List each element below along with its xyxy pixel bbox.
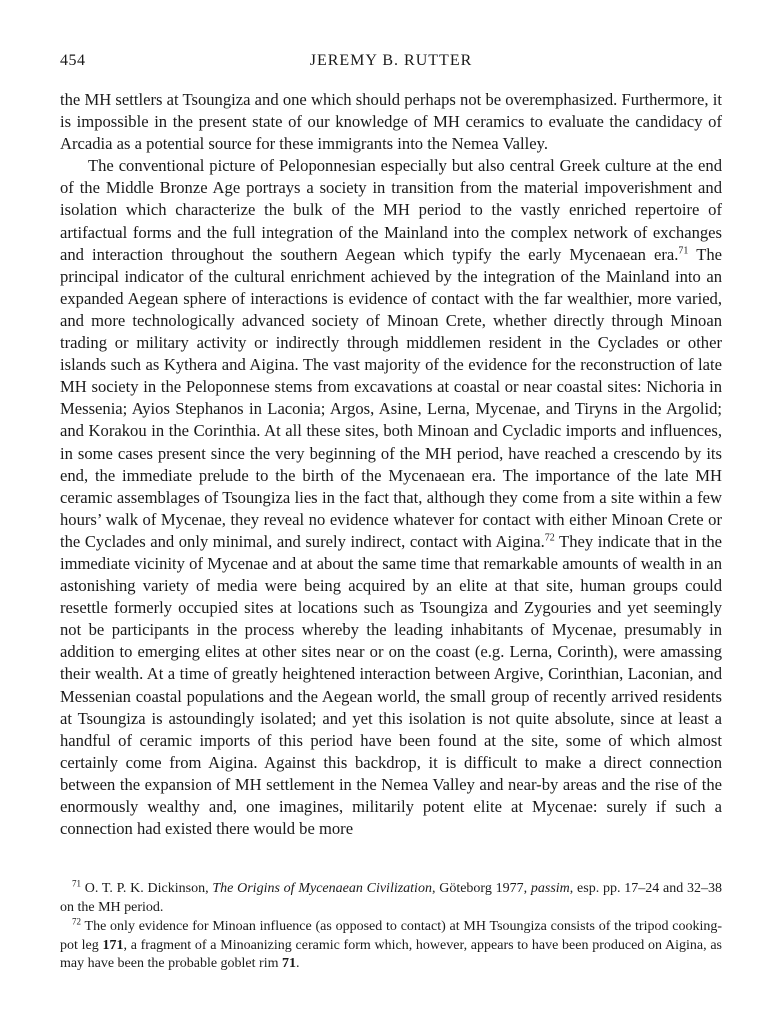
footnote-ref-72[interactable]: 72: [544, 532, 555, 544]
footnote-72-text-a: The only evidence for Minoan influence (as opposed to contact) at MH Tsoungiza consists of the tripod cooking-pot leg: [60, 919, 722, 953]
page-number: 454: [60, 52, 86, 69]
paragraph-1: the MH settlers at Tsoungiza and one which should perhaps not be overemphasized. Furthermore, it is impossible in the present state of our knowledge of MH ceramics to evaluate the candidacy of Arcadia as a potential source for these immigrants into the Nemea Valley.: [60, 90, 722, 154]
footnote-72-mark: 72: [72, 916, 81, 927]
paragraph-2-part-b: The principal indicator of the cultural enrichment achieved by the integration of the Mainland into an expanded Aegean sphere of interactions is evidence of contact with the far wealthier, more varied, and more technologically advanced society of Minoan Crete, whether directly through Minoan trading or military activity or indirectly through middlemen resident in the Cyclades or other islands such as Kythera and Aigina. The vast majority of the evidence for the reconstruction of late MH society in the Peloponnese stems from excavations at coastal or near coastal sites: Nichoria in Messenia; Ayios Stephanos in Laconia; Argos, Asine, Lerna, Mycenae, and Tiryns in the Argolid; and Korakou in the Corinthia. At all these sites, both Minoan and Cycladic imports and influences, in some cases present since the very beginning of the MH period, have reached a crescendo by its end, the immediate prelude to the birth of the Mycenaean era. The importance of the late MH ceramic assemblages of Tsoungiza lies in the fact that, although they come from a site within a few hours’ walk of Mycenae, they reveal no evidence whatever for contact with either Minoan Crete or the Cyclades and only minimal, and surely indirect, contact with Aigina.: [60, 244, 722, 551]
footnote-72-catalog-71: 71: [281, 956, 296, 971]
paragraph-2-part-a: The conventional picture of Peloponnesian especially but also central Greek culture at the end of the Middle Bronze Age portrays a society in transition from the material impoverishment and isolation which characterize the bulk of the MH period to the vastly enriched repertoire of artifactual forms and the full integration of the Mainland into the complex network of exchanges and interaction throughout the southern Aegean which typify the early Mycenaean era.: [60, 156, 722, 264]
footnotes: [60, 880, 722, 974]
footnote-71-passim: passim: [530, 881, 570, 896]
footnote-71-mark: 71: [72, 878, 81, 889]
paragraph-2-part-c: They indicate that in the immediate vicinity of Mycenae and at about the same time that remarkable amounts of wealth in an astonishing variety of media were being acquired by an elite at that site, human groups could resettle formerly occupied sites at locations such as Tsoungiza and Zygouries and yet seemingly not be participants in the process whereby the leading inhabitants of Mycenae, presumably in addition to emerging elites at other sites near or on the coast (e.g. Lerna, Corinth), were amassing their wealth. At a time of greatly heightened interaction between Argive, Corinthian, Laconian, and Messenian coastal populations and the Aegean world, the small group of recently arrived residents at Tsoungiza is astoundingly isolated; and yet this isolation is not quite absolute, since at least a handful of ceramic imports of this period have been found at the site, some of which almost certainly come from Aigina. Against this backdrop, it is difficult to make a direct connection between the expansion of MH settlement in the Nemea Valley and near-by areas and the rise of the enormously wealthy and, one imagines, militarily potent elite at Mycenae: surely if such a connection had existed there would be more: [60, 531, 722, 839]
footnote-72: [60, 918, 722, 974]
body-text: [60, 89, 722, 840]
footnote-72-text-c: .: [295, 956, 300, 971]
footnote-ref-71[interactable]: 71: [678, 245, 689, 257]
footnote-72-catalog-171: 171: [102, 937, 124, 953]
footnote-71-title: The Origins of Mycenaean Civilization: [212, 881, 432, 896]
footnote-72-text-b: , a fragment of a Minoanizing ceramic form which, however, appears to have been produced on Aigina, as may have been the probable goblet rim: [60, 937, 722, 971]
running-head: JEREMY B. RUTTER: [309, 52, 473, 69]
paragraph-2: [60, 155, 722, 840]
page-header: [60, 52, 722, 74]
footnote-71-text-c: , esp. pp. 17–24 and 32–38 on the MH period.: [60, 881, 722, 915]
footnote-71-text-b: , Göteborg 1977,: [431, 881, 531, 896]
footnote-71: [60, 880, 722, 917]
footnote-71-text-a: O. T. P. K. Dickinson,: [81, 881, 213, 896]
